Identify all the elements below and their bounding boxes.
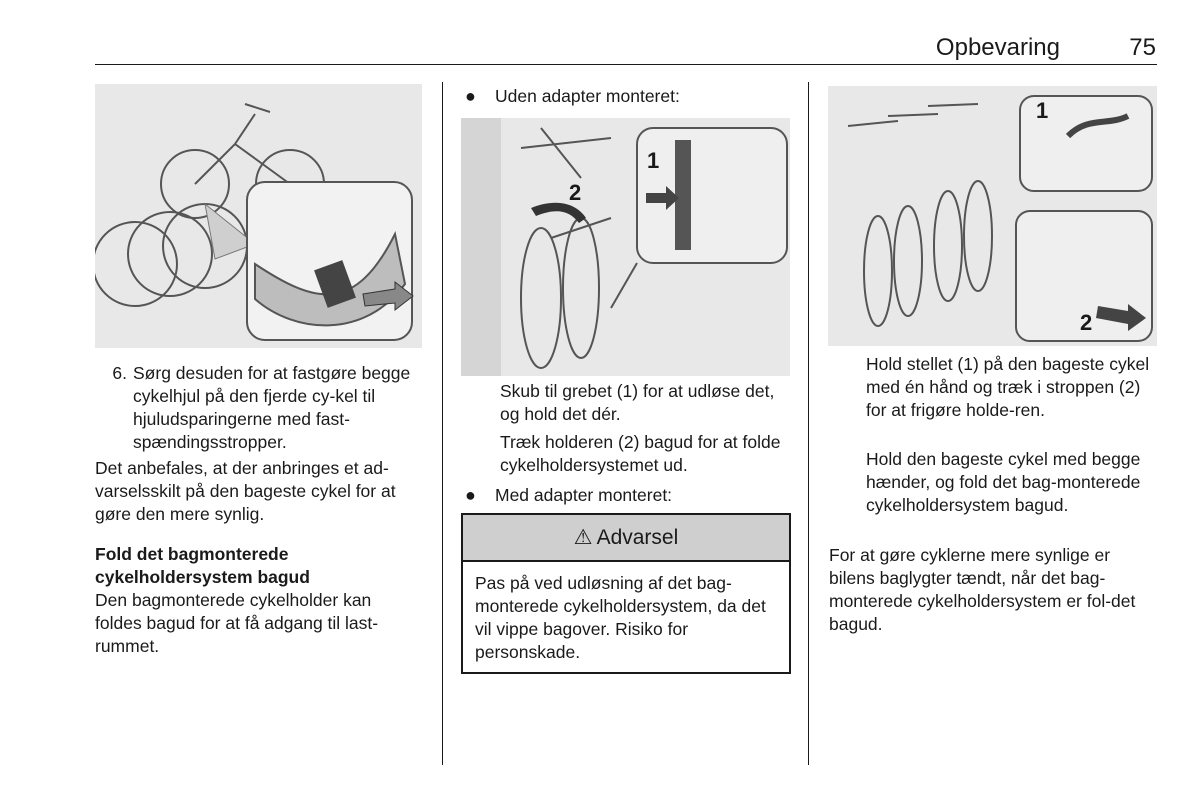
body-paragraph: Træk holderen (2) bagud for at folde cykelholdersystemet ud. xyxy=(500,432,781,475)
body-paragraph: Det anbefales, at der anbringes et ad-varselsskilt på den bageste cykel for at gøre den mere synlig. xyxy=(95,458,396,524)
page-number: 75 xyxy=(1129,34,1156,61)
body-paragraph: Skub til grebet (1) for at udløse det, og hold det dér. xyxy=(500,381,775,424)
bullet-text: Med adapter monteret: xyxy=(495,485,673,505)
body-paragraph: For at gøre cyklerne mere synlige er bilens baglygter tændt, når det bag-monterede cykelholdersystem er fol-det bagud. xyxy=(829,545,1136,634)
page-header-title: Opbevaring xyxy=(935,34,1060,61)
warning-header xyxy=(463,515,789,562)
header-rule xyxy=(95,64,1157,65)
warning-box xyxy=(461,513,791,674)
body-paragraph: Den bagmonterede cykelholder kan foldes bagud for at få adgang til last-rummet. xyxy=(95,590,379,656)
column-divider-2 xyxy=(808,82,809,765)
warning-icon: ⚠ xyxy=(573,526,593,549)
list-item-text: Sørg desuden for at fastgøre begge cykelhjul på den fjerde cy-kel til hjuludsparingerne med fast-spændingsstropper. xyxy=(133,363,411,452)
bullet-icon: ● xyxy=(465,485,476,505)
section-heading: Fold det bagmonterede cykelholdersystem bagud xyxy=(95,544,310,587)
callout-2: 2 xyxy=(1080,310,1093,335)
bike-carrier-fold-illustration xyxy=(828,86,1157,346)
callout-1: 1 xyxy=(1036,98,1049,123)
warning-text: Pas på ved udløsning af det bag-monterede cykelholdersystem, da det vil vippe bagover. Risiko for personskade. xyxy=(475,573,766,662)
bike-strap-illustration xyxy=(95,84,422,348)
body-paragraph: Hold stellet (1) på den bageste cykel med én hånd og træk i stroppen (2) for at frigøre holde-ren. xyxy=(866,354,1150,420)
list-item-number: 6. xyxy=(112,363,127,383)
warning-title: Advarsel xyxy=(596,525,679,549)
bike-carrier-illustration xyxy=(461,118,790,376)
bullet-icon: ● xyxy=(465,86,476,106)
callout-1: 1 xyxy=(647,148,660,173)
bullet-text: Uden adapter monteret: xyxy=(495,86,680,106)
column-divider-1 xyxy=(442,82,443,765)
callout-2: 2 xyxy=(569,180,582,205)
body-paragraph: Hold den bageste cykel med begge hænder, og fold det bag-monterede cykelholdersystem bagud. xyxy=(866,449,1141,515)
